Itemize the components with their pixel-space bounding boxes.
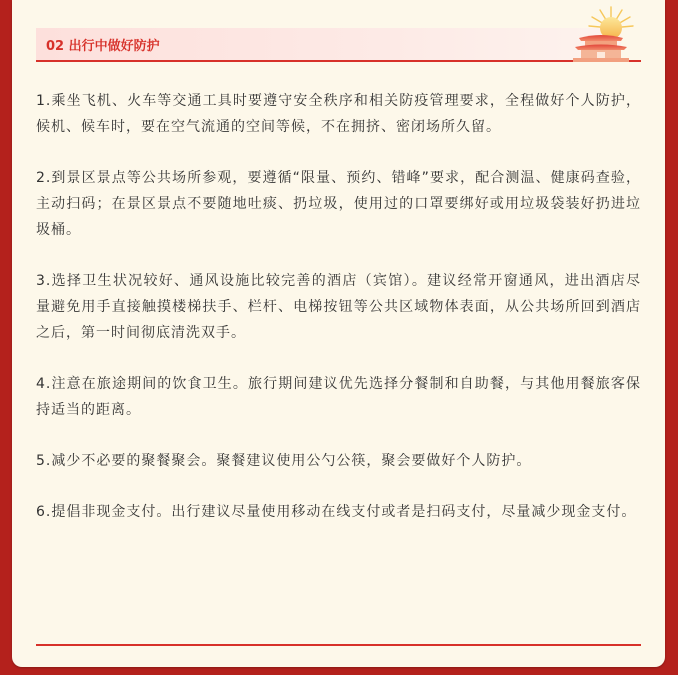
paragraph-1: 1.乘坐飞机、火车等交通工具时要遵守安全秩序和相关防疫管理要求，全程做好个人防护，候机、候车时，要在空气流通的空间等候，不在拥挤、密闭场所久留。 — [36, 93, 641, 135]
paragraph-5: 5.减少不必要的聚餐聚会。聚餐建议使用公勺公筷，聚会要做好个人防护。 — [36, 453, 532, 469]
paragraph-list — [36, 88, 641, 550]
tiananmen-sun-icon — [561, 4, 641, 64]
section-header — [36, 28, 641, 62]
paragraph-4: 4.注意在旅途期间的饮食卫生。旅行期间建议优先选择分餐制和自助餐，与其他用餐旅客保持适当的距离。 — [36, 376, 641, 418]
section-title: 02 出行中做好防护 — [46, 39, 160, 54]
section-header-underline — [36, 60, 641, 62]
paragraph-2: 2.到景区景点等公共场所参观，要遵循“限量、预约、错峰”要求，配合测温、健康码查验，主动扫码；在景区景点不要随地吐痰、扔垃圾，使用过的口罩要绑好或用垃圾袋装好扔进垃圾桶。 — [36, 170, 641, 238]
paragraph-3: 3.选择卫生状况较好、通风设施比较完善的酒店（宾馆）。建议经常开窗通风，进出酒店尽量避免用手直接触摸楼梯扶手、栏杆、电梯按钮等公共区域物体表面，从公共场所回到酒店之后，第一时间彻底清洗双手。 — [36, 273, 641, 341]
content-card — [12, 0, 665, 667]
paragraph-6: 6.提倡非现金支付。出行建议尽量使用移动在线支付或者是扫码支付，尽量减少现金支付。 — [36, 504, 637, 520]
bottom-divider — [36, 644, 641, 646]
